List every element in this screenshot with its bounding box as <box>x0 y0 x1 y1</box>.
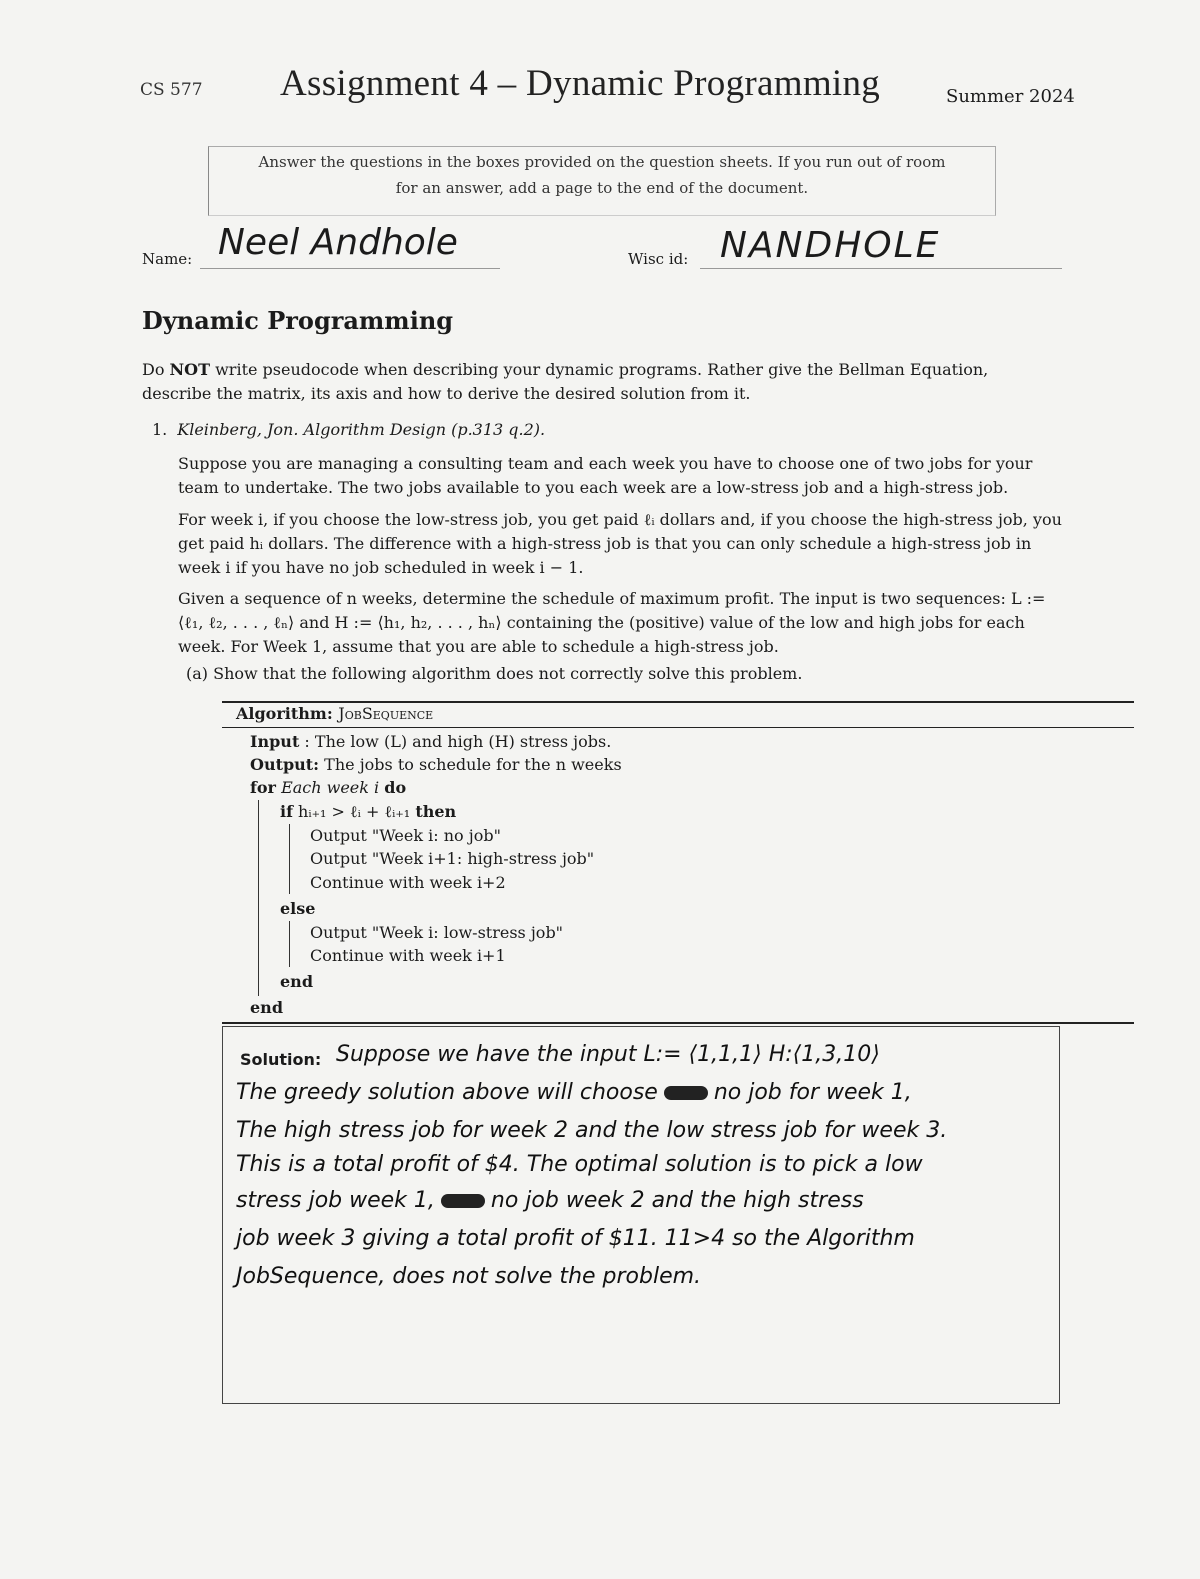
algorithm-for <box>250 777 406 799</box>
algorithm-bottom-rule <box>222 1022 1134 1024</box>
algorithm-line-5: Continue with week i+1 <box>310 946 506 965</box>
scribble-out-mark-2 <box>441 1194 485 1208</box>
scribble-out-mark <box>664 1086 708 1100</box>
instructions-line-1: Answer the questions in the boxes provided on the question sheets. If you run out of room <box>258 153 946 171</box>
end-inner: end <box>280 972 313 991</box>
algorithm-line-1: Output "Week i: no job" <box>310 826 501 845</box>
for-block-bar <box>258 800 259 996</box>
solution-line-4: This is a total profit of $4. The optimal solution is to pick a low <box>236 1152 923 1177</box>
algorithm-top-rule <box>222 701 1134 703</box>
for-keyword: for <box>250 778 276 797</box>
algorithm-line-4: Output "Week i: low-stress job" <box>310 923 564 942</box>
name-field-line <box>200 268 500 269</box>
intro-post: write pseudocode when describing your dynamic programs. Rather give the Bellman Equation, describe the matrix, its axis and how to derive the desired solution from it. <box>142 360 989 403</box>
algorithm-output <box>250 754 622 776</box>
output-text: The jobs to schedule for the n weeks <box>319 755 622 774</box>
instructions-box <box>208 146 996 216</box>
solution-line-7: JobSequence, does not solve the problem. <box>236 1264 702 1289</box>
input-keyword: Input <box>250 732 300 751</box>
assignment-title: Assignment 4 – Dynamic Programming <box>280 63 881 104</box>
if-keyword: if <box>280 802 293 821</box>
solution-line-1: Suppose we have the input L:= ⟨1,1,1⟩ H:⟨1,3,10⟩ <box>336 1042 880 1067</box>
input-text: : The low (L) and high (H) stress jobs. <box>299 732 612 751</box>
solution-line-2b: no job for week 1, <box>713 1080 912 1105</box>
else-block-bar <box>289 921 290 967</box>
algorithm-name: JobSequence <box>338 704 434 723</box>
solution-line-5a: stress job week 1, <box>236 1188 435 1213</box>
course-code: CS 577 <box>140 80 203 100</box>
section-title: Dynamic Programming <box>142 306 454 335</box>
instructions-line-2: for an answer, add a page to the end of the document. <box>395 179 809 197</box>
wisc-id-label: Wisc id: <box>628 250 689 268</box>
do-keyword: do <box>384 778 407 797</box>
solution-line-5 <box>236 1188 864 1213</box>
wisc-id-field[interactable]: NANDHOLE <box>720 225 941 266</box>
wisc-id-field-line <box>700 268 1062 269</box>
solution-line-6: job week 3 giving a total profit of $11. 11>4 so the Algorithm <box>236 1226 915 1251</box>
question-1-heading <box>152 420 545 439</box>
name-label: Name: <box>142 250 193 268</box>
intro-bold: NOT <box>169 360 211 379</box>
if-block-bar <box>289 824 290 894</box>
solution-line-3: The high stress job for week 2 and the low stress job for week 3. <box>236 1118 948 1143</box>
solution-line-2 <box>236 1080 912 1105</box>
question-number: 1. <box>152 420 168 439</box>
algorithm-input <box>250 731 611 753</box>
name-field[interactable]: Neel Andhole <box>218 222 458 263</box>
if-condition: hᵢ₊₁ > ℓᵢ + ℓᵢ₊₁ <box>292 802 416 821</box>
question-paragraph-1: Suppose you are managing a consulting team and each week you have to choose one of two jobs for your team to undertake. The two jobs available to you each week are a low-stress job and a high-stress job. <box>178 454 1033 497</box>
algorithm-mid-rule <box>222 727 1134 728</box>
question-paragraph-3: Given a sequence of n weeks, determine the schedule of maximum profit. The input is two sequences: L := ⟨ℓ₁, ℓ₂, . . . , ℓₙ⟩ and H := ⟨h₁, h₂, . . . , hₙ⟩ containing the (positive) value of the low and high jobs for each week. For Week 1, assume that you are able to schedule a high-stress job. <box>178 589 1046 656</box>
question-paragraph-2: For week i, if you choose the low-stress job, you get paid ℓᵢ dollars and, if you choose the high-stress job, you get paid hᵢ dollars. The difference with a high-stress job is that you can only schedule a high-stress job in week i if you have no job scheduled in week i − 1. <box>178 510 1062 577</box>
question-reference: Kleinberg, Jon. Algorithm Design (p.313 q.2). <box>177 420 546 439</box>
part-a-prompt: (a) Show that the following algorithm does not correctly solve this problem. <box>186 664 803 683</box>
algorithm-line-2: Output "Week i+1: high-stress job" <box>310 849 595 868</box>
intro-pre: Do <box>142 360 170 379</box>
solution-line-2a: The greedy solution above will choose <box>236 1080 658 1105</box>
algorithm-title <box>236 704 433 723</box>
term: Summer 2024 <box>946 86 1075 107</box>
algorithm-title-label: Algorithm: <box>236 704 333 723</box>
for-text: Each week i <box>275 778 385 797</box>
algorithm-line-3: Continue with week i+2 <box>310 873 506 892</box>
then-keyword: then <box>415 802 457 821</box>
algorithm-if <box>280 801 456 823</box>
else-keyword: else <box>280 899 316 918</box>
end-outer: end <box>250 998 283 1017</box>
solution-label: Solution: <box>240 1050 322 1069</box>
section-intro <box>142 358 1062 406</box>
solution-line-5b: no job week 2 and the high stress <box>490 1188 864 1213</box>
output-keyword: Output: <box>250 755 320 774</box>
